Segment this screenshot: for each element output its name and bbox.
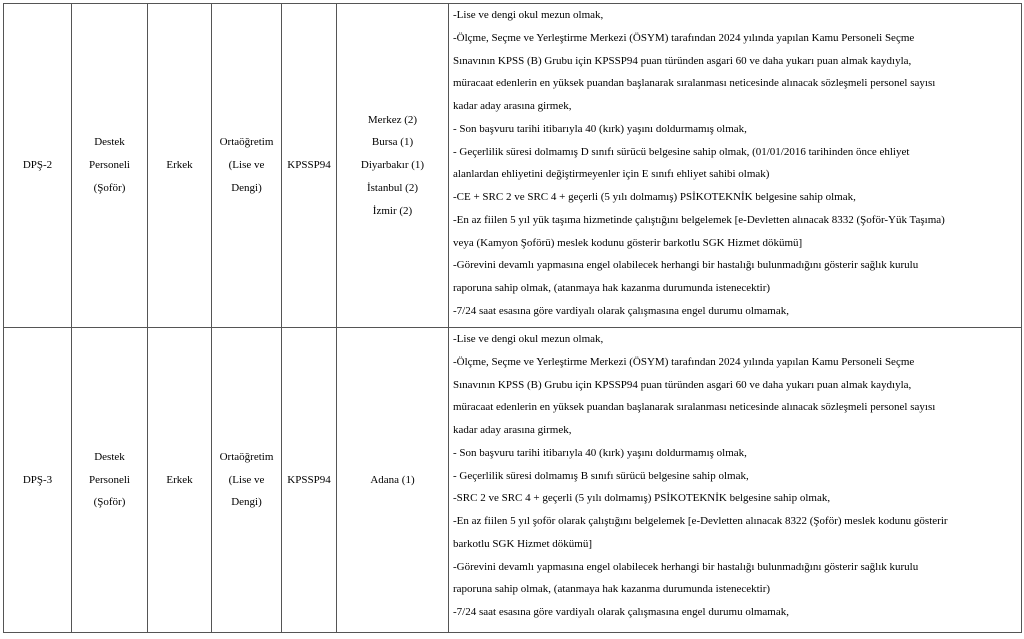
requirement-line: -Görevini devamlı yapmasına engel olabilecek herhangi bir hastalığı bulunmadığını gösterir sağlık kurulu (453, 560, 919, 573)
location-item: Bursa (1) (371, 136, 414, 149)
location-item: İzmir (2) (372, 204, 413, 217)
location-item: Adana (1) (370, 473, 415, 486)
title-line: Personeli (89, 473, 130, 486)
requirement-line: raporuna sahip olmak, (atanmaya hak kazanma durumunda istenecektir) (453, 583, 771, 596)
title-line: Personeli (89, 159, 130, 172)
requirement-line: -CE + SRC 2 ve SRC 4 + geçerli (5 yılı dolmamış) PSİKOTEKNİK belgesine sahip olmak, (453, 191, 856, 203)
location-item: İstanbul (2) (366, 181, 418, 194)
score-type-cell (282, 4, 337, 328)
education-cell (212, 4, 282, 328)
requirement-line: kadar aday arasına girmek, (453, 100, 572, 112)
requirement-line: -Lise ve dengi okul mezun olmak, (453, 333, 604, 345)
requirement-line: raporuna sahip olmak, (atanmaya hak kazanma durumunda istenecektir) (453, 282, 771, 294)
education-cell (212, 328, 282, 633)
requirement-line: -Görevini devamlı yapmasına engel olabilecek herhangi bir hastalığı bulunmadığını gösterir sağlık kurulu (453, 259, 919, 272)
requirement-line: - Son başvuru tarihi itibarıyla 40 (kırk) yaşını doldurmamış olmak, (453, 446, 747, 459)
requirement-line: Sınavının KPSS (B) Grubu için KPSSP94 puan türünden asgari 60 ve daha yukarı puan almak kaydıyla, (453, 54, 912, 67)
education-line: Ortaöğretim (219, 450, 274, 463)
education-line: Dengi) (231, 181, 262, 194)
requirement-line: -Ölçme, Seçme ve Yerleştirme Merkezi (ÖSYM) tarafından 2024 yılında yapılan Kamu Personeli Seçme (453, 31, 915, 44)
requirement-line: -Lise ve dengi okul mezun olmak, (453, 9, 604, 21)
position-requirements-table (3, 3, 1022, 633)
position-code: DPŞ-3 (22, 473, 53, 486)
position-title-cell (72, 328, 148, 633)
location-item: Diyarbakır (1) (360, 159, 425, 172)
requirement-line: barkotlu SGK Hizmet dökümü] (453, 537, 593, 550)
score-type-cell (282, 328, 337, 633)
position-code-cell (4, 4, 72, 328)
table-row (4, 4, 1022, 328)
table-row (4, 328, 1022, 633)
requirement-line: müracaat edenlerin en yüksek puandan başlanarak sıralanması neticesinde alınacak sözleşmeli personel sayısı (453, 77, 936, 90)
requirements-cell (449, 4, 1022, 328)
education-line: (Lise ve (228, 159, 265, 172)
score-type: KPSSP94 (287, 159, 331, 172)
requirement-line: alanlardan ehliyetini değiştirmeyenler için E sınıfı ehliyet sahibi olmak) (453, 168, 770, 181)
title-line: (Şoför) (93, 496, 126, 509)
requirement-line: - Geçerlilik süresi dolmamış D sınıfı sürücü belgesine sahip olmak, (01/01/2016 tarihinden önce ehliyet (453, 145, 910, 158)
requirement-line: Sınavının KPSS (B) Grubu için KPSSP94 puan türünden asgari 60 ve daha yukarı puan almak kaydıyla, (453, 378, 912, 391)
locations-cell (337, 4, 449, 328)
score-type: KPSSP94 (287, 473, 331, 486)
title-line: Destek (94, 136, 125, 149)
gender: Erkek (166, 473, 193, 486)
education-line: Dengi) (231, 496, 262, 509)
requirement-line: veya (Kamyon Şoförü) meslek kodunu gösterir barkotlu SGK Hizmet dökümü] (453, 236, 803, 249)
requirement-line: -En az fiilen 5 yıl yük taşıma hizmetinde çalıştığını belgelemek [e-Devletten alınacak 8332 (Şoför-Yük Taşıma) (453, 213, 945, 226)
gender-cell (148, 4, 212, 328)
requirement-line: -7/24 saat esasına göre vardiyalı olarak çalışmasına engel durumu olmamak, (453, 304, 789, 317)
requirement-line: kadar aday arasına girmek, (453, 424, 572, 436)
requirements-cell (449, 328, 1022, 633)
requirement-line: -En az fiilen 5 yıl şoför olarak çalıştığını belgelemek [e-Devletten alınacak 8322 (Şoför) meslek kodunu gösterir (453, 515, 948, 527)
position-code-cell (4, 328, 72, 633)
gender-cell (148, 328, 212, 633)
position-code: DPŞ-2 (22, 159, 53, 172)
locations-cell (337, 328, 449, 633)
requirement-line: -SRC 2 ve SRC 4 + geçerli (5 yılı dolmamış) PSİKOTEKNİK belgesine sahip olmak, (453, 492, 831, 505)
education-line: Ortaöğretim (219, 136, 274, 149)
title-line: (Şoför) (93, 181, 126, 194)
requirement-line: - Son başvuru tarihi itibarıyla 40 (kırk) yaşını doldurmamış olmak, (453, 122, 747, 135)
requirement-line: müracaat edenlerin en yüksek puandan başlanarak sıralanması neticesinde alınacak sözleşmeli personel sayısı (453, 401, 936, 414)
requirement-line: -7/24 saat esasına göre vardiyalı olarak çalışmasına engel durumu olmamak, (453, 606, 789, 618)
title-line: Destek (94, 450, 125, 463)
requirement-line: -Ölçme, Seçme ve Yerleştirme Merkezi (ÖSYM) tarafından 2024 yılında yapılan Kamu Personeli Seçme (453, 355, 915, 368)
education-line: (Lise ve (228, 473, 265, 486)
gender: Erkek (166, 159, 193, 172)
requirement-line: - Geçerlilik süresi dolmamış B sınıfı sürücü belgesine sahip olmak, (453, 469, 749, 482)
position-title-cell (72, 4, 148, 328)
location-item: Merkez (2) (367, 113, 418, 126)
